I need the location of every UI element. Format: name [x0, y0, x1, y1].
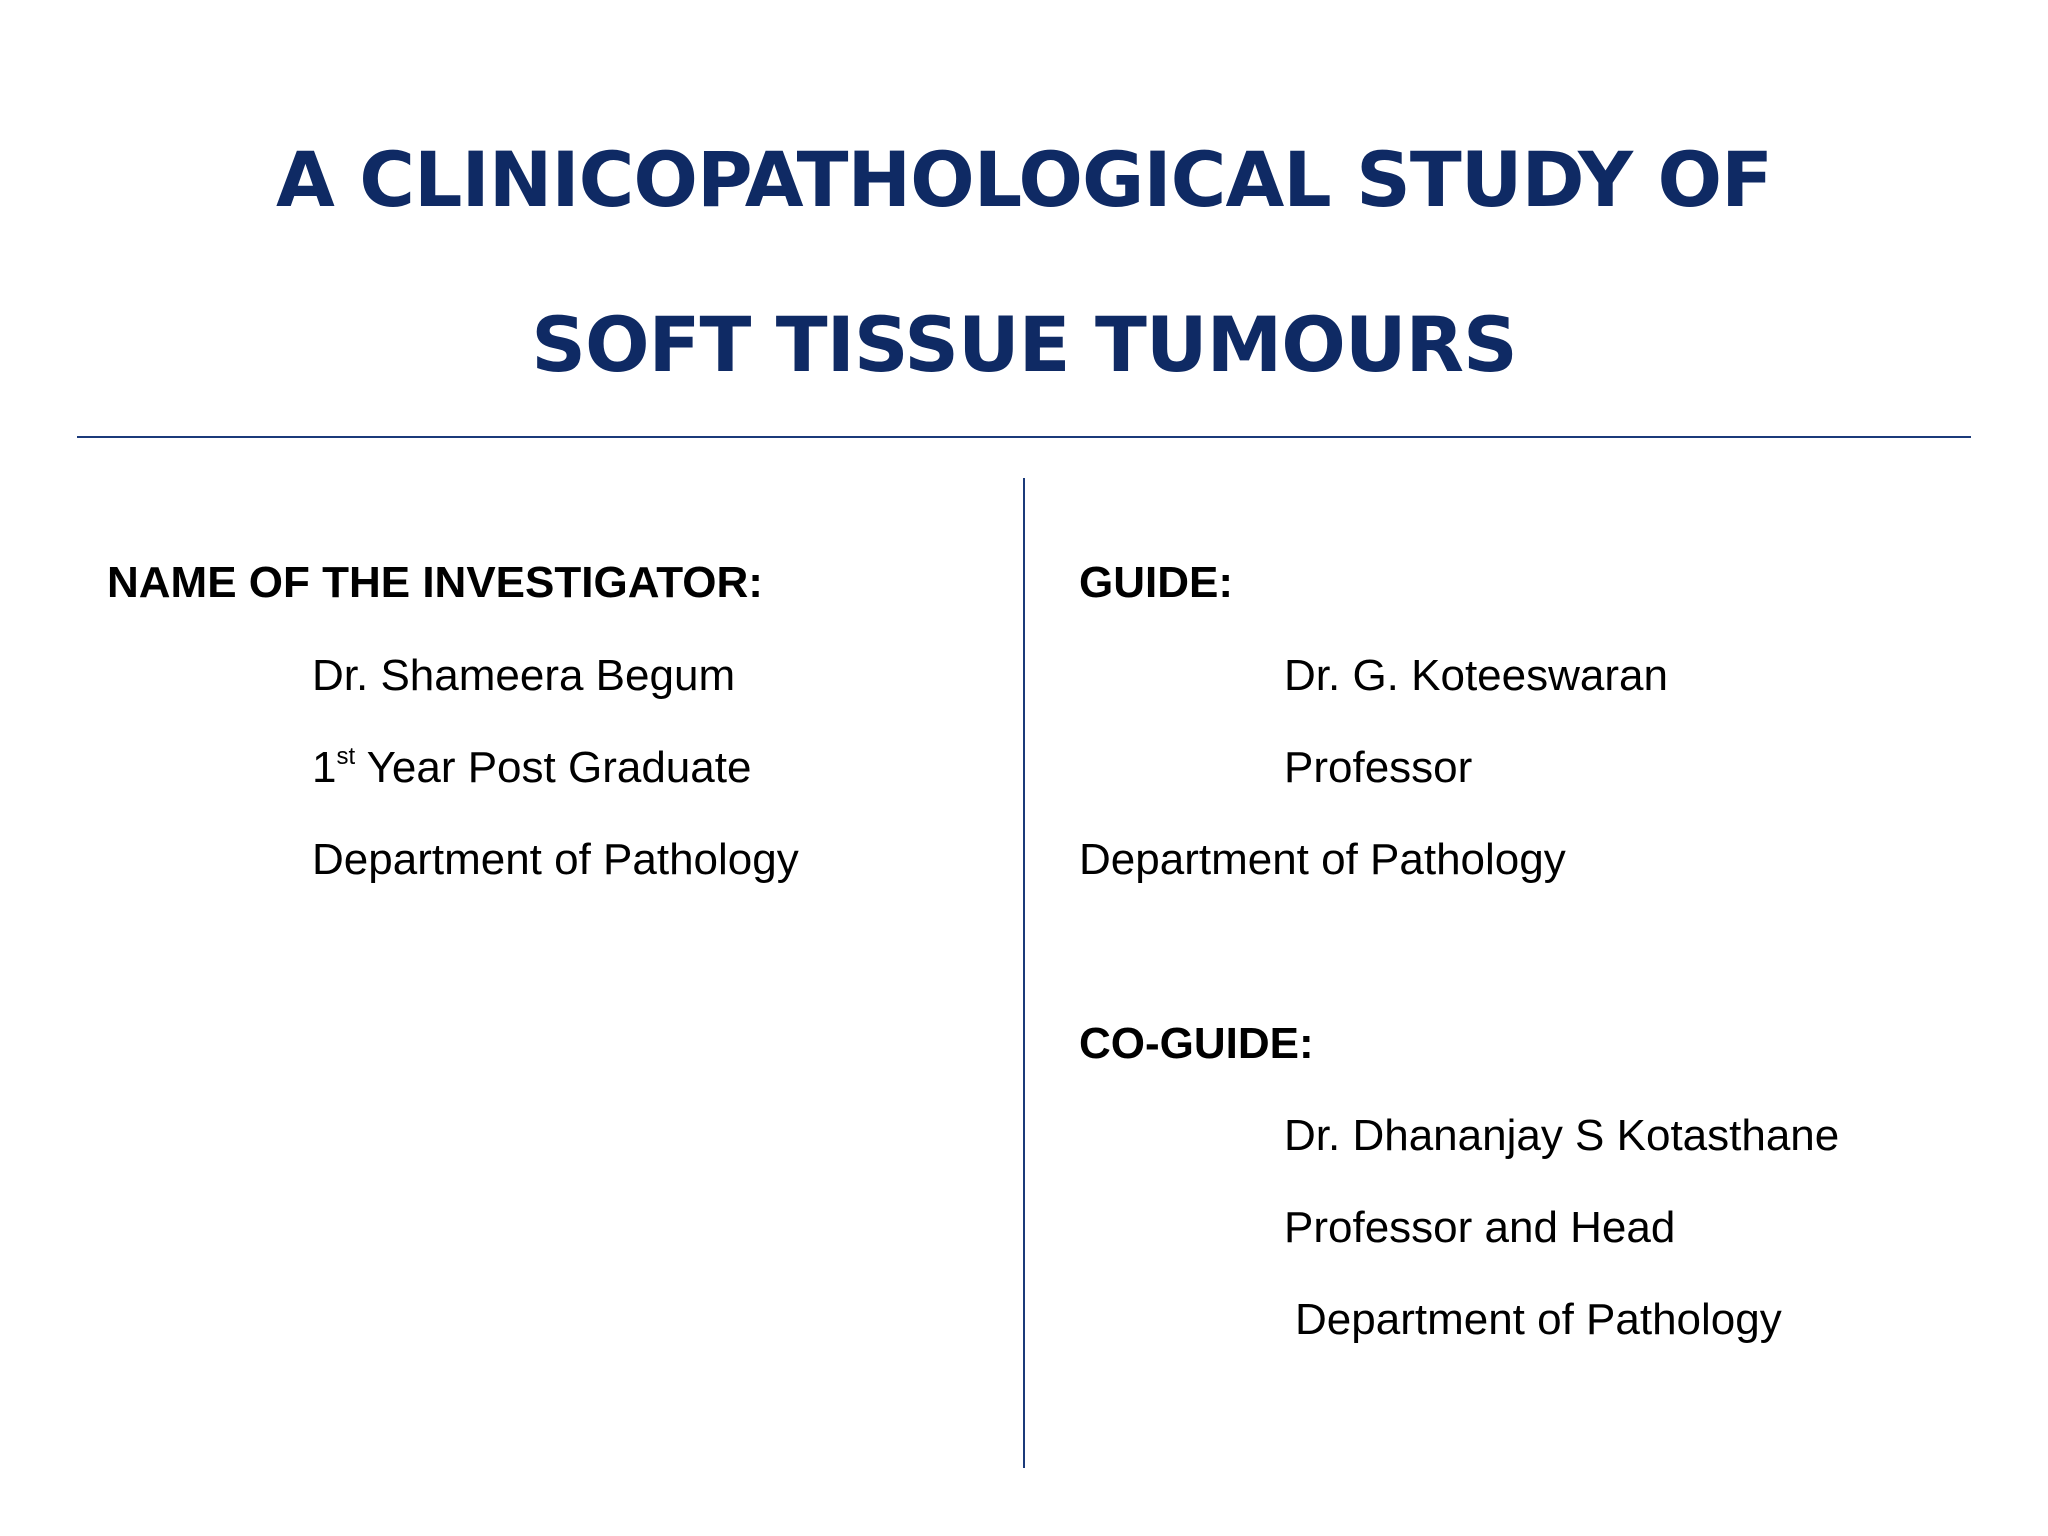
investigator-name: Dr. Shameera Begum — [312, 651, 736, 700]
guide-heading: GUIDE: — [1079, 558, 1233, 607]
investigator-year — [312, 743, 752, 792]
investigator-department: Department of Pathology — [312, 835, 799, 884]
guide-name: Dr. G. Koteeswaran — [1284, 651, 1668, 700]
horizontal-divider — [77, 436, 1971, 438]
title-line-1: A CLINICOPATHOLOGICAL STUDY OF — [275, 135, 1773, 224]
co-guide-department: Department of Pathology — [1295, 1295, 1782, 1344]
co-guide-designation: Professor and Head — [1284, 1203, 1676, 1252]
co-guide-heading: CO-GUIDE: — [1079, 1019, 1314, 1068]
year-number: 1 — [312, 743, 337, 792]
year-rest: Year Post Graduate — [355, 743, 752, 792]
guide-designation: Professor — [1284, 743, 1473, 792]
title-line-2: SOFT TISSUE TUMOURS — [531, 300, 1517, 389]
guide-department: Department of Pathology — [1079, 835, 1566, 884]
vertical-divider — [1023, 478, 1025, 1468]
investigator-heading: NAME OF THE INVESTIGATOR: — [107, 558, 763, 607]
year-suffix: st — [336, 743, 356, 770]
co-guide-name: Dr. Dhananjay S Kotasthane — [1284, 1111, 1840, 1160]
